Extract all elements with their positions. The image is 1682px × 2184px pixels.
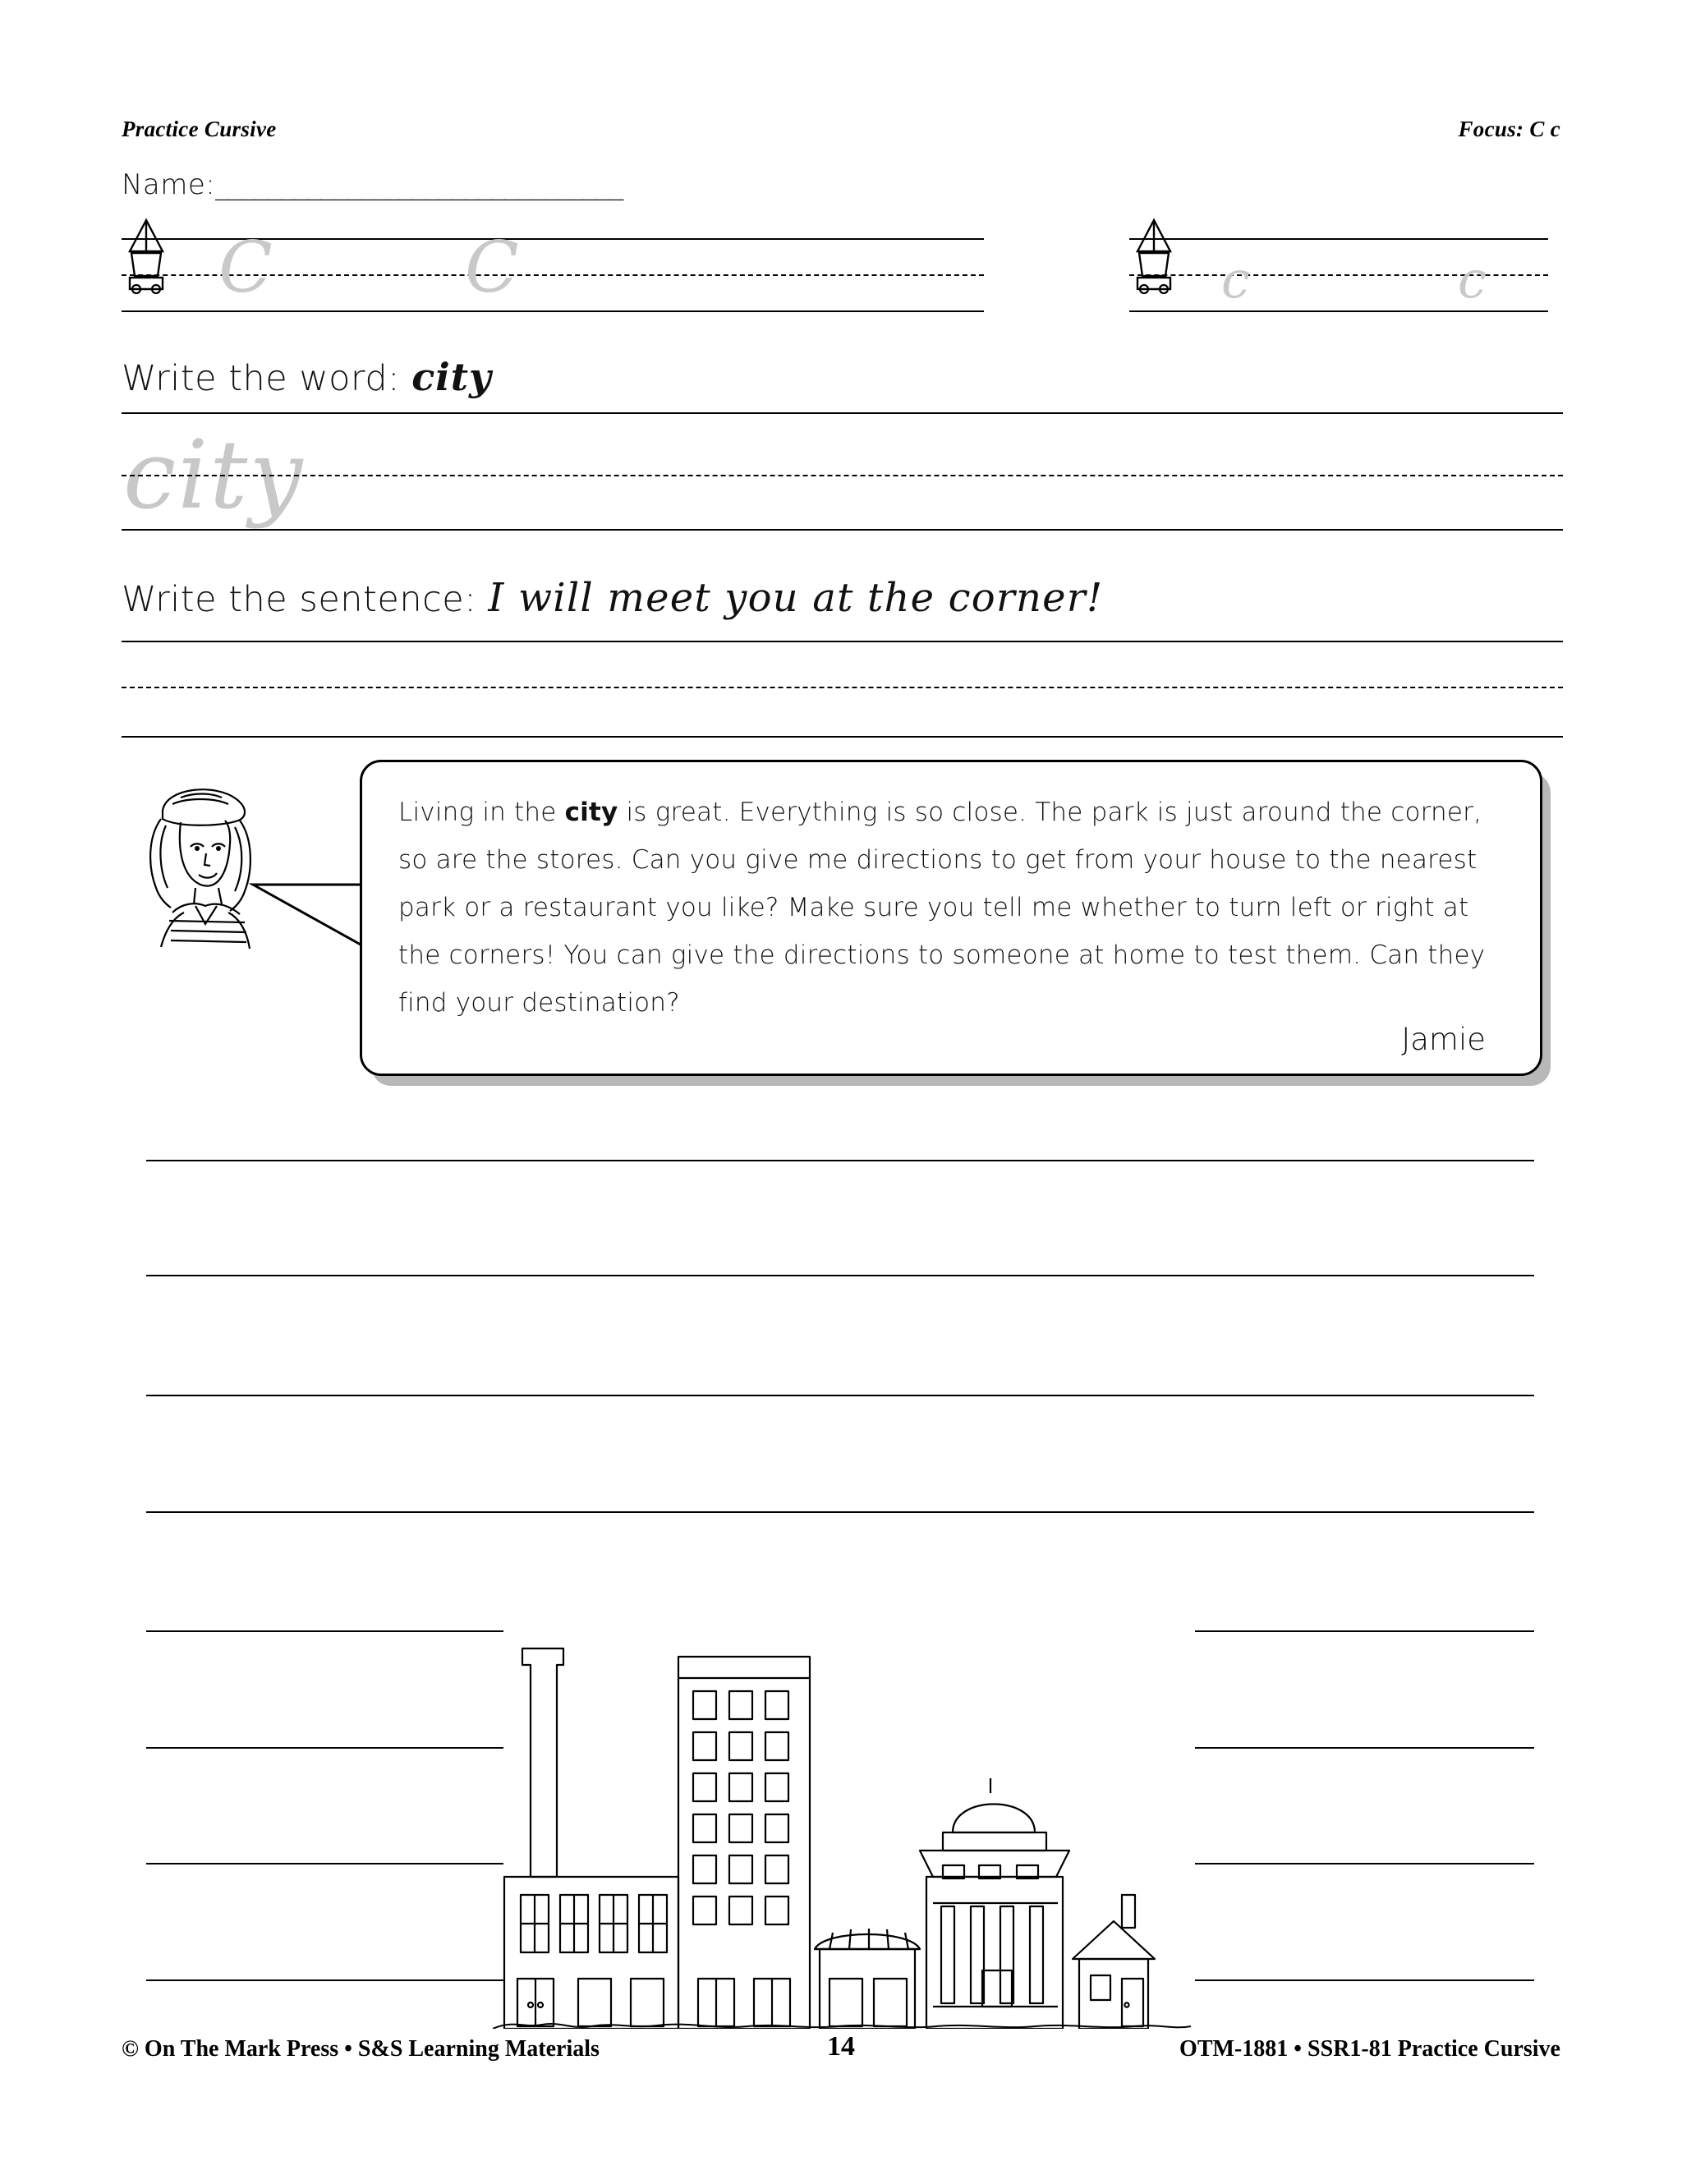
answer-line-2[interactable] bbox=[146, 1275, 1534, 1276]
target-word: city bbox=[411, 355, 492, 399]
start-arrow-icon-2 bbox=[1129, 215, 1195, 314]
word-line-bottom[interactable] bbox=[122, 529, 1563, 531]
trace-letter-lowercase-1: c bbox=[1221, 250, 1250, 310]
footer-product-code: OTM-1881 • SSR1-81 Practice Cursive bbox=[1179, 2036, 1560, 2062]
answer-line-3[interactable] bbox=[146, 1395, 1534, 1396]
write-sentence-prompt-row bbox=[122, 575, 1103, 621]
tracing-bottom-rule bbox=[122, 310, 984, 312]
word-line-top bbox=[122, 412, 1563, 414]
name-label: Name: bbox=[122, 168, 216, 201]
speech-bubble-text bbox=[398, 789, 1507, 1027]
speech-bubble bbox=[360, 760, 1542, 1076]
header-focus-label: Focus: C c bbox=[1458, 117, 1560, 141]
target-sentence: I will meet you at the corner! bbox=[488, 575, 1104, 621]
write-word-prompt: Write the word: bbox=[122, 358, 401, 399]
word-line-middle-dashed bbox=[122, 475, 1563, 476]
trace-letter-uppercase-2: C bbox=[465, 227, 519, 309]
trace-letter-uppercase-1: C bbox=[218, 227, 273, 309]
answer-line-6-left[interactable] bbox=[146, 1747, 503, 1749]
answer-line-7-right[interactable] bbox=[1195, 1863, 1534, 1864]
write-word-prompt-row bbox=[122, 355, 492, 399]
page-number: 14 bbox=[827, 2031, 855, 2062]
speech-bubble-signature: Jamie bbox=[1401, 1022, 1486, 1057]
name-blank-line[interactable]: _______________________________ bbox=[215, 168, 623, 201]
tracing-strip-uppercase bbox=[122, 227, 984, 312]
ghost-word-city: city bbox=[123, 421, 305, 531]
tracing-strip-lowercase bbox=[1129, 238, 1548, 312]
sentence-line-bottom[interactable] bbox=[122, 736, 1563, 738]
answer-line-5-right[interactable] bbox=[1195, 1630, 1534, 1632]
bubble-text-before: Living in the bbox=[398, 798, 565, 827]
answer-line-8-left[interactable] bbox=[146, 1979, 503, 1981]
sentence-line-middle-dashed bbox=[122, 687, 1563, 688]
city-skyline-illustration bbox=[493, 1630, 1191, 2029]
answer-line-4[interactable] bbox=[146, 1511, 1534, 1513]
answer-line-1[interactable] bbox=[146, 1160, 1534, 1161]
footer-copyright: © On The Mark Press • S&S Learning Materials bbox=[122, 2036, 600, 2062]
answer-line-6-right[interactable] bbox=[1195, 1747, 1534, 1749]
header-left-title: Practice Cursive bbox=[122, 117, 277, 141]
sentence-line-top bbox=[122, 641, 1563, 642]
write-sentence-prompt: Write the sentence: bbox=[122, 579, 477, 620]
answer-line-5-left[interactable] bbox=[146, 1630, 503, 1632]
trace-letter-lowercase-2: c bbox=[1458, 250, 1487, 310]
answer-line-8-right[interactable] bbox=[1195, 1979, 1534, 1981]
name-field-row bbox=[122, 168, 623, 201]
start-arrow-icon bbox=[122, 215, 187, 314]
bubble-text-after: is great. Everything is so close. The park is just around the corner, so are the stores. Can you give me directions to get from your house to the nearest park or a restaurant you like? Make sure you tell me whether to turn left or right at the corners! You can give the directions to someone at home to test them. Can they find your destination? bbox=[398, 798, 1486, 1018]
bubble-bold-word: city bbox=[564, 798, 618, 827]
answer-line-7-left[interactable] bbox=[146, 1863, 503, 1864]
